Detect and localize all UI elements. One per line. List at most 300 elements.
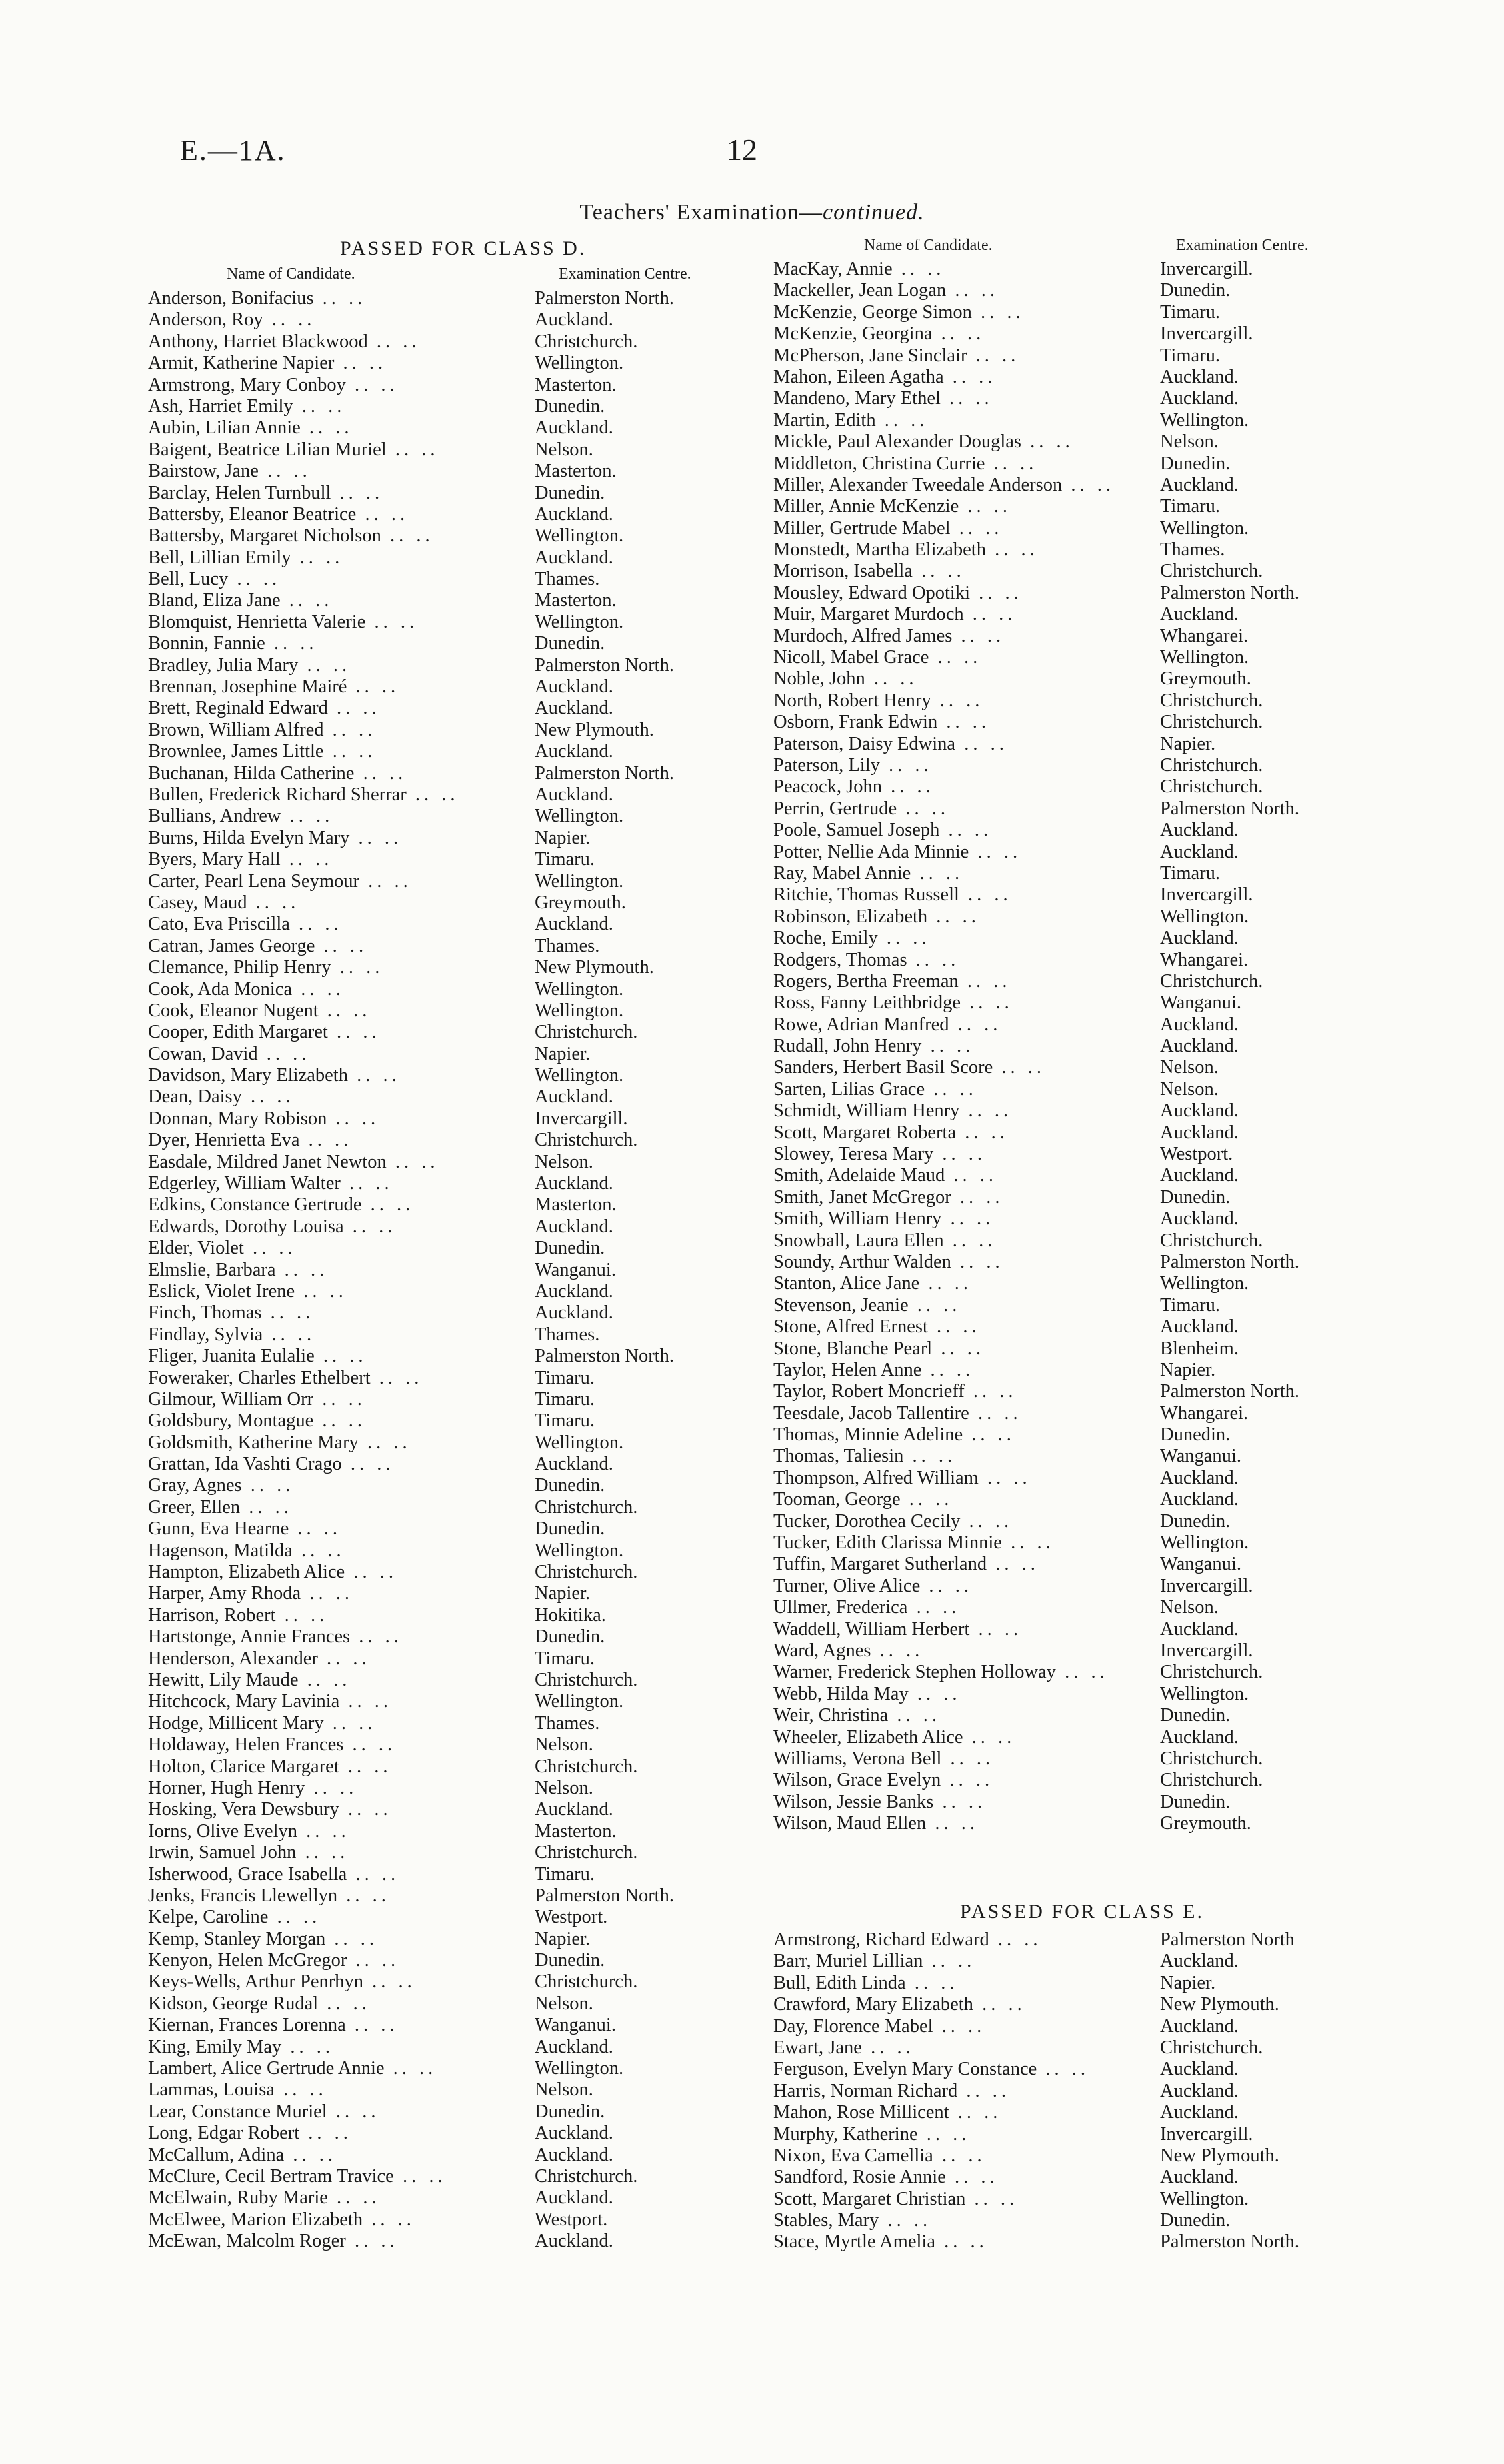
candidate-name: MacKay, Annie .. ..	[773, 259, 1160, 280]
candidate-name: Harrison, Robert .. ..	[148, 1605, 535, 1626]
list-item	[773, 755, 1299, 776]
examination-centre: Christchurch.	[1160, 970, 1263, 992]
examination-centre: Nelson.	[535, 439, 593, 460]
examination-centre: Greymouth.	[1160, 668, 1251, 690]
list-item	[773, 1424, 1299, 1446]
candidate-name: Ritchie, Thomas Russell .. ..	[773, 884, 1160, 906]
candidate-name: Ross, Fanny Leithbridge .. ..	[773, 992, 1160, 1014]
list-item	[773, 1208, 1299, 1230]
candidate-name: Davidson, Mary Elizabeth .. ..	[148, 1065, 535, 1086]
examination-centre: Christchurch.	[1160, 1230, 1263, 1251]
candidate-name: Battersby, Eleanor Beatrice .. ..	[148, 504, 535, 525]
candidate-name: Stone, Blanche Pearl .. ..	[773, 1338, 1160, 1360]
examination-centre: Auckland.	[535, 676, 613, 698]
list-item	[773, 1100, 1299, 1122]
examination-centre: Thames.	[535, 1712, 600, 1734]
examination-centre: Auckland.	[1160, 1489, 1239, 1510]
candidate-name: Grattan, Ida Vashti Crago .. ..	[148, 1454, 535, 1475]
list-item	[148, 1368, 674, 1389]
candidate-name: Kenyon, Helen McGregor .. ..	[148, 1950, 535, 1971]
candidate-name: Horner, Hugh Henry .. ..	[148, 1778, 535, 1799]
candidate-name: Lambert, Alice Gertrude Annie .. ..	[148, 2058, 535, 2079]
candidate-name: Iorns, Olive Evelyn .. ..	[148, 1821, 535, 1842]
candidate-name: Dean, Daisy .. ..	[148, 1086, 535, 1108]
examination-centre: Christchurch.	[535, 2165, 638, 2187]
examination-centre: Dunedin.	[1160, 280, 1231, 301]
list-item	[148, 1605, 674, 1626]
candidate-name: Ferguson, Evelyn Mary Constance .. ..	[773, 2059, 1160, 2080]
candidate-name: Edwards, Dorothy Louisa .. ..	[148, 1216, 535, 1238]
candidate-name: Armstrong, Mary Conboy .. ..	[148, 375, 535, 396]
examination-centre: Christchurch.	[535, 1842, 638, 1863]
candidate-name: Fliger, Juanita Eulalie .. ..	[148, 1346, 535, 1367]
candidate-name: Nixon, Eva Camellia .. ..	[773, 2145, 1160, 2167]
examination-centre: Palmerston North	[1160, 1929, 1295, 1950]
candidate-name: Peacock, John .. ..	[773, 776, 1160, 798]
list-item	[773, 280, 1299, 301]
examination-centre: Palmerston North.	[535, 288, 674, 309]
candidate-name: Bradley, Julia Mary .. ..	[148, 655, 535, 676]
candidate-name: Hitchcock, Mary Lavinia .. ..	[148, 1691, 535, 1712]
candidate-name: Edkins, Constance Gertrude .. ..	[148, 1194, 535, 1216]
candidate-name: Scott, Margaret Roberta .. ..	[773, 1122, 1160, 1144]
candidate-name: Dyer, Henrietta Eva .. ..	[148, 1130, 535, 1151]
list-item	[148, 1691, 674, 1712]
candidate-name: Mickle, Paul Alexander Douglas .. ..	[773, 431, 1160, 453]
examination-centre: Auckland.	[1160, 1100, 1239, 1122]
list-item	[148, 1756, 674, 1778]
candidate-name: Hartstonge, Annie Frances .. ..	[148, 1626, 535, 1648]
examination-centre: New Plymouth.	[535, 719, 654, 740]
list-item	[148, 957, 674, 978]
candidate-name: Bell, Lillian Emily .. ..	[148, 547, 535, 569]
candidate-name: Anderson, Roy .. ..	[148, 309, 535, 331]
list-item	[148, 1971, 674, 1993]
examination-centre: Christchurch.	[1160, 712, 1263, 733]
examination-centre: Wellington.	[535, 1540, 624, 1561]
title-continued: continued.	[823, 200, 925, 225]
list-item	[148, 1022, 674, 1043]
examination-centre: Dunedin.	[1160, 1791, 1231, 1812]
examination-centre: Auckland.	[1160, 366, 1239, 387]
candidate-name: Sarten, Lilias Grace .. ..	[773, 1079, 1160, 1100]
candidate-name: Ray, Mabel Annie .. ..	[773, 863, 1160, 884]
candidate-name: Martin, Edith .. ..	[773, 410, 1160, 431]
candidate-name: Sanders, Herbert Basil Score .. ..	[773, 1057, 1160, 1078]
examination-centre: Whangarei.	[1160, 625, 1249, 646]
candidate-name: Noble, John .. ..	[773, 668, 1160, 690]
candidate-name: Ullmer, Frederica .. ..	[773, 1597, 1160, 1618]
candidate-name: McElwee, Marion Elizabeth .. ..	[148, 2209, 535, 2231]
candidate-name: Lear, Constance Muriel .. ..	[148, 2101, 535, 2123]
list-item	[773, 1748, 1299, 1770]
candidate-name: Smith, Janet McGregor .. ..	[773, 1187, 1160, 1208]
list-item	[148, 417, 674, 439]
examination-centre: Wellington.	[535, 806, 624, 827]
list-item	[773, 475, 1299, 496]
candidate-name: Snowball, Laura Ellen .. ..	[773, 1230, 1160, 1252]
examination-centre: Palmerston North.	[535, 1346, 674, 1367]
examination-centre: Dunedin.	[1160, 1424, 1231, 1446]
examination-centre: Auckland.	[1160, 1726, 1239, 1748]
class-d-list-right	[773, 259, 1299, 1835]
list-item	[148, 1475, 674, 1496]
candidate-name: Weir, Christina .. ..	[773, 1705, 1160, 1726]
list-item	[773, 884, 1299, 906]
candidate-name: Williams, Verona Bell .. ..	[773, 1748, 1160, 1770]
candidate-name: McPherson, Jane Sinclair .. ..	[773, 345, 1160, 367]
candidate-name: Aubin, Lilian Annie .. ..	[148, 417, 535, 439]
list-item	[773, 1165, 1299, 1186]
examination-centre: Auckland.	[535, 1173, 613, 1194]
list-item	[148, 2015, 674, 2036]
examination-centre: Auckland.	[1160, 1036, 1239, 1057]
list-item	[773, 1792, 1299, 1813]
examination-centre: Timaru.	[1160, 301, 1221, 323]
candidate-name: Ward, Agnes .. ..	[773, 1640, 1160, 1662]
candidate-name: North, Robert Henry .. ..	[773, 690, 1160, 712]
candidate-name: Crawford, Mary Elizabeth .. ..	[773, 1994, 1160, 2015]
candidate-name: Barclay, Helen Turnbull .. ..	[148, 483, 535, 504]
list-item	[148, 892, 674, 914]
list-item	[148, 1324, 674, 1346]
list-item	[148, 1950, 674, 1971]
list-item	[773, 1079, 1299, 1100]
candidate-name: Day, Florence Mabel .. ..	[773, 2016, 1160, 2037]
list-item	[148, 612, 674, 633]
examination-centre: Nelson.	[535, 1734, 593, 1756]
examination-centre: Invercargill.	[1160, 259, 1253, 279]
examination-centre: Invercargill.	[535, 1108, 628, 1129]
list-item	[148, 1518, 674, 1540]
examination-centre: Auckland.	[535, 1280, 613, 1302]
examination-centre: Palmerston North.	[1160, 2231, 1299, 2253]
list-item	[773, 950, 1299, 971]
candidate-name: Gray, Agnes .. ..	[148, 1475, 535, 1496]
candidate-name: Kidson, George Rudal .. ..	[148, 1993, 535, 2015]
list-item	[148, 849, 674, 870]
examination-centre: Palmerston North.	[1160, 1251, 1299, 1272]
list-item	[148, 1497, 674, 1518]
list-item	[773, 1597, 1299, 1618]
candidate-name: Brown, William Alfred .. ..	[148, 720, 535, 741]
candidate-name: Cato, Eva Priscilla .. ..	[148, 914, 535, 935]
list-item	[148, 2079, 674, 2101]
examination-centre: New Plymouth.	[535, 957, 654, 978]
candidate-name: Soundy, Arthur Walden .. ..	[773, 1252, 1160, 1273]
list-item	[773, 1316, 1299, 1338]
examination-centre: Christchurch.	[1160, 754, 1263, 776]
candidate-name: Edgerley, William Walter .. ..	[148, 1173, 535, 1194]
candidate-name: Holton, Clarice Margaret .. ..	[148, 1756, 535, 1778]
list-item	[773, 2167, 1299, 2188]
list-item	[773, 820, 1299, 841]
examination-centre: Auckland.	[1160, 841, 1239, 862]
list-item	[773, 1619, 1299, 1640]
page-number: 12	[727, 133, 757, 167]
list-item	[148, 763, 674, 784]
candidate-name: Long, Edgar Robert .. ..	[148, 2123, 535, 2144]
examination-centre: Timaru.	[535, 1367, 595, 1388]
examination-centre: Greymouth.	[535, 892, 626, 913]
examination-centre: Timaru.	[535, 1648, 595, 1669]
examination-centre: Timaru.	[1160, 862, 1221, 884]
candidate-name: Donnan, Mary Robison .. ..	[148, 1108, 535, 1130]
candidate-name: Stevenson, Jeanie .. ..	[773, 1295, 1160, 1316]
list-item	[773, 928, 1299, 949]
right-col-header-centre: Examination Centre.	[1176, 237, 1309, 254]
list-item	[773, 539, 1299, 561]
candidate-name: Goldsmith, Katherine Mary .. ..	[148, 1432, 535, 1454]
list-item	[773, 561, 1299, 582]
candidate-name: Cook, Ada Monica .. ..	[148, 979, 535, 1000]
examination-centre: Napier.	[535, 1583, 591, 1604]
candidate-name: Bell, Lucy .. ..	[148, 569, 535, 590]
candidate-name: Jenks, Francis Llewellyn .. ..	[148, 1885, 535, 1907]
candidate-name: McKenzie, George Simon .. ..	[773, 302, 1160, 323]
examination-centre: Blenheim.	[1160, 1338, 1239, 1359]
list-item	[773, 2124, 1299, 2145]
list-item	[773, 1273, 1299, 1294]
examination-centre: Dunedin.	[535, 633, 605, 654]
examination-centre: Auckland.	[1160, 474, 1239, 495]
list-item	[148, 1821, 674, 1842]
candidate-name: Goldsbury, Montague .. ..	[148, 1410, 535, 1432]
list-item	[148, 1734, 674, 1756]
list-item	[148, 1086, 674, 1108]
examination-centre: New Plymouth.	[1160, 2145, 1279, 2166]
list-item	[148, 871, 674, 892]
examination-centre: Dunedin.	[535, 395, 605, 417]
list-item	[773, 388, 1299, 409]
examination-centre: Auckland.	[535, 741, 613, 762]
examination-centre: Timaru.	[1160, 1294, 1221, 1316]
candidate-name: Rogers, Bertha Freeman .. ..	[773, 971, 1160, 992]
candidate-name: McClure, Cecil Bertram Travice .. ..	[148, 2166, 535, 2187]
examination-centre: Westport.	[535, 2209, 608, 2230]
list-item	[148, 1885, 674, 1907]
examination-centre: Wellington.	[1160, 906, 1249, 927]
list-item	[148, 1864, 674, 1885]
list-item	[148, 655, 674, 676]
examination-centre: Auckland.	[1160, 2059, 1239, 2080]
list-item	[148, 2231, 674, 2252]
candidate-name: Murdoch, Alfred James .. ..	[773, 626, 1160, 647]
candidate-name: Blomquist, Henrietta Valerie .. ..	[148, 612, 535, 633]
examination-centre: Auckland.	[1160, 1618, 1239, 1640]
examination-centre: Nelson.	[1160, 1597, 1219, 1618]
examination-centre: Timaru.	[535, 849, 595, 870]
candidate-name: Taylor, Helen Anne .. ..	[773, 1360, 1160, 1381]
candidate-name: Tucker, Dorothea Cecily .. ..	[773, 1511, 1160, 1532]
class-d-list-left	[148, 288, 674, 2253]
list-item	[773, 1036, 1299, 1057]
list-item	[148, 2058, 674, 2079]
examination-centre: Nelson.	[1160, 431, 1219, 453]
examination-centre: Christchurch.	[535, 331, 638, 352]
examination-centre: Christchurch.	[1160, 561, 1263, 582]
candidate-name: Mackeller, Jean Logan .. ..	[773, 280, 1160, 301]
examination-centre: Christchurch.	[1160, 1770, 1263, 1791]
list-item	[148, 2101, 674, 2123]
examination-centre: Wellington.	[535, 525, 624, 547]
candidate-name: Lammas, Louisa .. ..	[148, 2079, 535, 2101]
list-item	[773, 1468, 1299, 1489]
candidate-name: Rodgers, Thomas .. ..	[773, 950, 1160, 971]
examination-centre: Timaru.	[1160, 496, 1221, 517]
candidate-name: Smith, William Henry .. ..	[773, 1208, 1160, 1230]
candidate-name: Baigent, Beatrice Lilian Muriel .. ..	[148, 439, 535, 461]
list-item	[148, 1907, 674, 1928]
examination-centre: Dunedin.	[535, 1518, 605, 1540]
candidate-name: Webb, Hilda May .. ..	[773, 1684, 1160, 1705]
list-item	[148, 288, 674, 309]
examination-centre: Wanganui.	[1160, 992, 1241, 1014]
candidate-name: Burns, Hilda Evelyn Mary .. ..	[148, 828, 535, 849]
examination-centre: Dunedin.	[1160, 453, 1231, 474]
candidate-name: Elmslie, Barbara .. ..	[148, 1260, 535, 1281]
examination-centre: Wellington.	[1160, 1273, 1249, 1294]
list-item	[773, 1511, 1299, 1532]
candidate-name: Ash, Harriet Emily .. ..	[148, 396, 535, 417]
list-item	[148, 1842, 674, 1863]
examination-centre: Wellington.	[1160, 2188, 1249, 2209]
examination-centre: Auckland.	[535, 914, 613, 935]
list-item	[773, 690, 1299, 712]
list-item	[148, 1173, 674, 1194]
examination-centre: Auckland.	[535, 2123, 613, 2144]
list-item	[773, 2059, 1299, 2080]
examination-centre: Auckland.	[1160, 1208, 1239, 1230]
candidate-name: Anthony, Harriet Blackwood .. ..	[148, 331, 535, 353]
candidate-name: Tuffin, Margaret Sutherland .. ..	[773, 1554, 1160, 1575]
examination-centre: Auckland.	[1160, 2102, 1239, 2123]
list-item	[773, 2145, 1299, 2167]
candidate-name: Teesdale, Jacob Tallentire .. ..	[773, 1403, 1160, 1424]
candidate-name: Scott, Margaret Christian .. ..	[773, 2189, 1160, 2210]
examination-centre: Christchurch.	[1160, 776, 1263, 798]
candidate-name: Cooper, Edith Margaret .. ..	[148, 1022, 535, 1043]
list-item	[773, 734, 1299, 755]
candidate-name: Miller, Gertrude Mabel .. ..	[773, 518, 1160, 539]
examination-centre: Thames.	[1160, 539, 1225, 561]
list-item	[773, 2189, 1299, 2210]
examination-centre: Christchurch.	[535, 1496, 638, 1518]
candidate-name: Taylor, Robert Moncrieff .. ..	[773, 1381, 1160, 1402]
examination-centre: Wellington.	[535, 2058, 624, 2079]
list-item	[148, 1670, 674, 1691]
class-e-list	[773, 1929, 1299, 2253]
examination-centre: Timaru.	[535, 1863, 595, 1885]
list-item	[773, 410, 1299, 431]
list-item	[773, 1705, 1299, 1726]
examination-centre: Wellington.	[1160, 647, 1249, 668]
examination-centre: Auckland.	[1160, 820, 1239, 841]
examination-centre: Nelson.	[535, 2079, 593, 2101]
examination-centre: Auckland.	[1160, 2080, 1239, 2101]
candidate-name: Easdale, Mildred Janet Newton .. ..	[148, 1152, 535, 1173]
list-item	[773, 1338, 1299, 1360]
candidate-name: Anderson, Bonifacius .. ..	[148, 288, 535, 309]
list-item	[148, 1216, 674, 1238]
examination-centre: Auckland.	[535, 2231, 613, 2252]
list-item	[148, 1778, 674, 1799]
examination-centre: Hokitika.	[535, 1604, 606, 1626]
examination-centre: Auckland.	[1160, 604, 1239, 625]
right-col-header-name: Name of Candidate.	[864, 237, 993, 254]
list-item	[148, 1713, 674, 1734]
examination-centre: Auckland.	[535, 309, 613, 331]
list-item	[773, 1360, 1299, 1381]
candidate-name: Stone, Alfred Ernest .. ..	[773, 1316, 1160, 1338]
candidate-name: Catran, James George .. ..	[148, 936, 535, 957]
list-item	[773, 1230, 1299, 1252]
examination-centre: Christchurch.	[535, 1670, 638, 1690]
examination-centre: Dunedin.	[1160, 2210, 1231, 2231]
list-item	[148, 979, 674, 1000]
candidate-name: Wheeler, Elizabeth Alice .. ..	[773, 1727, 1160, 1748]
candidate-name: Murphy, Katherine .. ..	[773, 2124, 1160, 2145]
examination-centre: Wellington.	[535, 611, 624, 632]
list-item	[148, 1562, 674, 1583]
list-item	[148, 1260, 674, 1281]
candidate-name: Brownlee, James Little .. ..	[148, 741, 535, 762]
examination-centre: Palmerston North.	[1160, 582, 1299, 603]
candidate-name: McEwan, Malcolm Roger .. ..	[148, 2231, 535, 2252]
list-item	[148, 461, 674, 482]
examination-centre: Christchurch.	[535, 1756, 638, 1777]
examination-centre: Auckland.	[535, 2144, 613, 2165]
list-item	[148, 1044, 674, 1065]
list-item	[773, 842, 1299, 863]
examination-centre: Napier.	[1160, 1359, 1216, 1380]
examination-centre: Dunedin.	[535, 2101, 605, 2122]
list-item	[148, 1626, 674, 1648]
list-item	[773, 1951, 1299, 1972]
candidate-name: Cook, Eleanor Nugent .. ..	[148, 1000, 535, 1022]
examination-centre: Palmerston North.	[535, 654, 674, 676]
list-item	[148, 1993, 674, 2015]
list-item	[148, 1410, 674, 1432]
candidate-name: Foweraker, Charles Ethelbert .. ..	[148, 1368, 535, 1389]
examination-centre: Napier.	[1160, 1972, 1216, 1993]
examination-centre: Masterton.	[535, 590, 617, 611]
examination-centre: Masterton.	[535, 374, 617, 395]
candidate-name: Wilson, Jessie Banks .. ..	[773, 1792, 1160, 1813]
list-item	[148, 1302, 674, 1324]
list-item	[773, 1727, 1299, 1748]
list-item	[773, 1684, 1299, 1705]
examination-centre: Auckland.	[1160, 1165, 1239, 1186]
candidate-name: Mousley, Edward Opotiki .. ..	[773, 583, 1160, 604]
list-item	[148, 547, 674, 569]
examination-centre: Palmerston North.	[1160, 1381, 1299, 1402]
list-item	[773, 604, 1299, 625]
examination-centre: Wellington.	[535, 978, 624, 1000]
list-item	[773, 302, 1299, 323]
list-item	[148, 806, 674, 827]
candidate-name: Mahon, Eileen Agatha .. ..	[773, 367, 1160, 388]
list-item	[773, 863, 1299, 884]
examination-centre: Auckland.	[535, 503, 613, 525]
candidate-name: Morrison, Isabella .. ..	[773, 561, 1160, 582]
examination-centre: Wellington.	[1160, 409, 1249, 431]
candidate-name: Thomas, Taliesin .. ..	[773, 1446, 1160, 1467]
list-item	[773, 496, 1299, 517]
candidate-name: Bland, Eliza Jane .. ..	[148, 590, 535, 611]
examination-centre: Wellington.	[535, 870, 624, 892]
candidate-name: Bullians, Andrew .. ..	[148, 806, 535, 827]
